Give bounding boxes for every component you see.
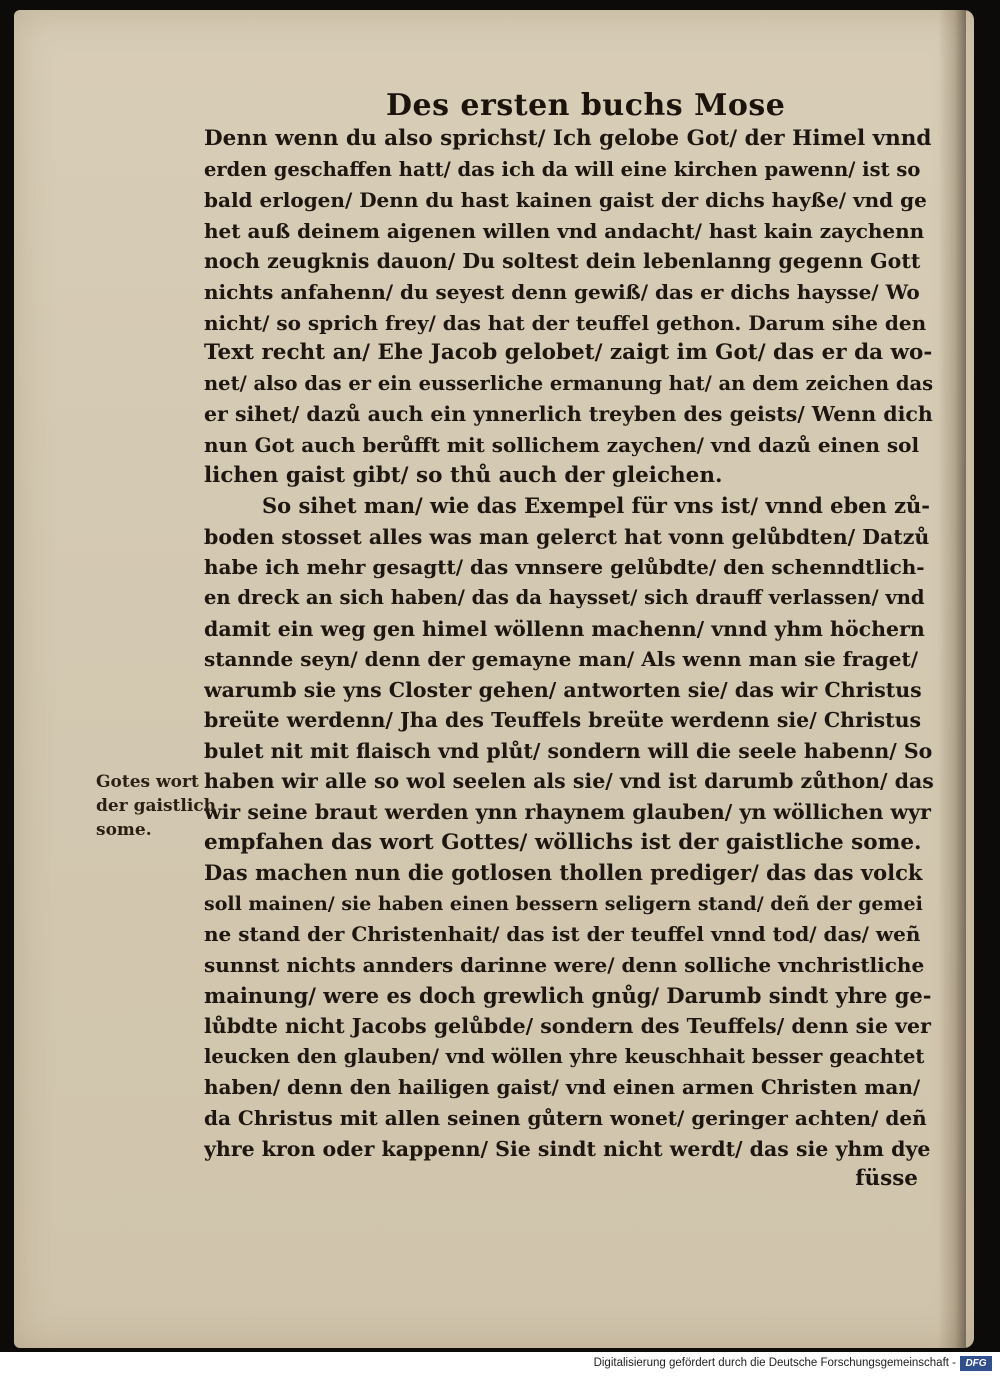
text-line: da Christus mit allen seinen gůtern wonet/ geringer achten/ deñ [204, 1106, 927, 1130]
margin-note [96, 770, 216, 842]
text-line: Text recht an/ Ehe Jacob gelobet/ zaigt im Got/ das er da wo- [204, 340, 933, 366]
text-line: sunnst nichts annders darinne were/ denn solliche vnchristliche [204, 953, 925, 978]
text-line: wir seine braut werden ynn rhaynem glauben/ yn wöllichen wyr [204, 800, 931, 825]
text-line: en dreck an sich haben/ das da haysset/ sich drauff verlassen/ vnd [204, 585, 925, 609]
text-line: het auß deinem aigenen willen vnd andacht/ hast kain zaychenn [204, 218, 925, 243]
page-gutter-shadow [938, 10, 966, 1348]
text-line: lichen gaist gibt/ so thů auch der gleichen. [204, 462, 723, 488]
text-line: nichts anfahenn/ du seyest denn gewiß/ das er dichs haysse/ Wo [204, 279, 920, 304]
text-line: habe ich mehr gesagtt/ das vnnsere gelůbdte/ den schenndtlich- [204, 555, 925, 580]
text-line: damit ein weg gen himel wöllenn machenn/ vnnd yhm höchern [204, 616, 925, 641]
text-line: ne stand der Christenhait/ das ist der teuffel vnnd tod/ das/ weñ [204, 922, 921, 947]
text-line: boden stosset alles was man gelerct hat vonn gelůbdten/ Datzů [204, 524, 930, 549]
dfg-logo-icon: DFG [960, 1356, 992, 1371]
text-line: empfahen das wort Gottes/ wöllichs ist der gaistliche some. [204, 829, 922, 855]
text-line: Denn wenn du also sprichst/ Ich gelobe Got/ der Himel vnnd [204, 126, 932, 151]
margin-note-line: Gotes wort [96, 772, 199, 792]
footer-bar [0, 1352, 1000, 1376]
text-line: net/ also das er ein eusserliche ermanung hat/ an dem zeichen das [204, 371, 934, 395]
text-line: füsse [855, 1166, 918, 1192]
text-line: noch zeugknis dauon/ Du soltest dein lebenlanng gegenn Gott [204, 249, 921, 274]
text-line: er sihet/ dazů auch ein ynnerlich treyben des geists/ Wenn dich [204, 402, 933, 427]
text-line: So sihet man/ wie das Exempel für vns ist/ vnnd eben zů- [262, 493, 930, 519]
margin-note-line: some. [96, 820, 152, 840]
margin-note-line: der gaistlich [96, 796, 216, 816]
text-line: bulet nit mit flaisch vnd plůt/ sondern will die seele habenn/ So [204, 738, 933, 763]
text-line: breüte werdenn/ Jha des Teuffels breüte werdenn sie/ Christus [204, 708, 922, 733]
text-line: mainung/ were es doch grewlich gnůg/ Darumb sindt yhre ge- [204, 982, 932, 1008]
text-line: lůbdte nicht Jacobs gelůbde/ sondern des Teuffels/ denn sie ver [204, 1014, 931, 1039]
text-line: haben wir alle so wol seelen als sie/ vnd ist darumb zůthon/ das [204, 769, 934, 794]
text-line: warumb sie yns Closter gehen/ antworten sie/ das wir Christus [204, 677, 922, 702]
text-line: stannde seyn/ denn der gemayne man/ Als wenn man sie fraget/ [204, 647, 919, 672]
text-line: bald erlogen/ Denn du hast kainen gaist der dichs hayße/ vnd ge [204, 188, 927, 213]
text-line: nicht/ so sprich frey/ das hat der teuffel gethon. Darum sihe den [204, 310, 927, 335]
text-line: soll mainen/ sie haben einen bessern seligern stand/ deñ der gemei [204, 892, 923, 915]
footer-credit: Digitalisierung gefördert durch die Deutsche Forschungsgemeinschaft - [593, 1357, 956, 1369]
text-line: nun Got auch berůfft mit sollichem zaychen/ vnd dazů einen sol [204, 432, 920, 457]
text-line: Das machen nun die gotlosen thollen prediger/ das das volck [204, 860, 923, 886]
text-line: erden geschaffen hatt/ das ich da will eine kirchen pawenn/ ist so [204, 157, 921, 181]
text-line: yhre kron oder kappenn/ Sie sindt nicht werdt/ das sie yhm dye [204, 1136, 931, 1161]
running-head: Des ersten buchs Mose [386, 88, 786, 123]
text-line: haben/ denn den hailigen gaist/ vnd einen armen Christen man/ [204, 1075, 921, 1100]
text-line: leucken den glauben/ vnd wöllen yhre keuschhait besser geachtet [204, 1044, 925, 1068]
page-body-text [204, 124, 934, 1195]
